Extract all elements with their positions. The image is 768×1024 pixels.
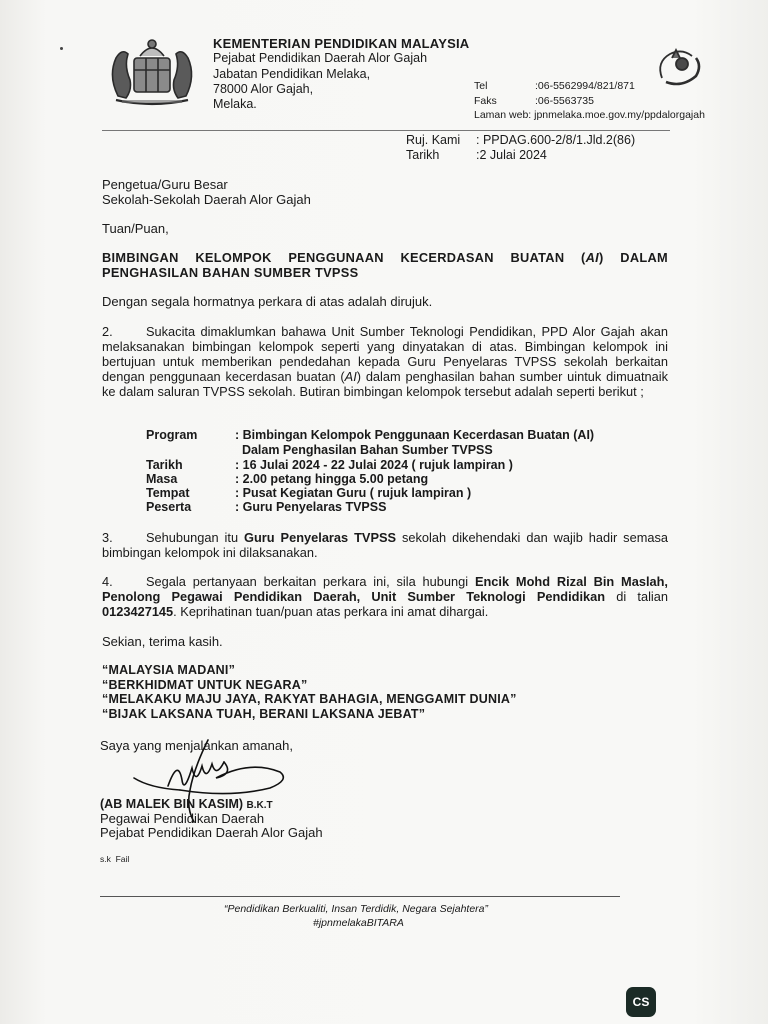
ref-label: Ruj. Kami <box>406 133 461 147</box>
detail-value-program: : Bimbingan Kelompok Penggunaan Kecerdasan Buatan (AI) <box>235 428 595 442</box>
signatory-office: Pejabat Pendidikan Daerah Alor Gajah <box>100 825 323 840</box>
signatory-name-line <box>100 797 273 811</box>
signatory-position: Pegawai Pendidikan Daerah <box>100 811 265 826</box>
detail-value-participants: : Guru Penyelaras TVPSS <box>235 500 387 514</box>
ppd-logo-icon <box>652 44 704 88</box>
postcode-city: 78000 Alor Gajah, <box>213 82 314 96</box>
scan-speck <box>60 47 63 50</box>
detail-label-time: Masa <box>146 472 178 486</box>
signoff: Saya yang menjalankan amanah, <box>100 738 293 753</box>
opening-sentence: Dengan segala hormatnya perkara di atas adalah dirujuk. <box>102 294 433 309</box>
department-name: Jabatan Pendidikan Melaka, <box>213 67 371 81</box>
fax-value: :06-5563735 <box>535 95 594 107</box>
detail-label-venue: Tempat <box>146 486 190 500</box>
footer-slogan: “Pendidikan Berkualiti, Insan Terdidik, Negara Sejahtera” <box>224 903 489 915</box>
footer-divider <box>100 896 620 897</box>
detail-value-time: : 2.00 petang hingga 5.00 petang <box>235 472 429 486</box>
detail-value-program-cont: Dalam Penghasilan Bahan Sumber TVPSS <box>235 443 493 457</box>
detail-value-venue: : Pusat Kegiatan Guru ( rujuk lampiran ) <box>235 486 472 500</box>
recipient-line-2: Sekolah-Sekolah Daerah Alor Gajah <box>102 192 311 207</box>
fax-label: Faks <box>474 95 497 107</box>
footer-hashtag: #jpnmelakaBITARA <box>313 917 404 929</box>
carbon-copy: s.k Fail <box>100 854 130 864</box>
detail-label-date: Tarikh <box>146 458 183 472</box>
letter-title: BIMBINGAN KELOMPOK PENGGUNAAN KECERDASAN BUATAN (AI) DALAM PENGHASILAN BAHAN SUMBER TVPSS <box>102 250 668 280</box>
state-name: Melaka. <box>213 97 257 111</box>
coat-of-arms-icon <box>98 36 206 108</box>
tel-value: :06-5562994/821/871 <box>535 80 635 92</box>
ministry-name: KEMENTERIAN PENDIDIKAN MALAYSIA <box>213 36 470 51</box>
tel-label: Tel <box>474 80 488 92</box>
salutation: Tuan/Puan, <box>102 221 169 236</box>
motto-2: “BERKHIDMAT UNTUK NEGARA” <box>102 678 308 692</box>
detail-label-participants: Peserta <box>146 500 192 514</box>
crest-motto-ribbon <box>122 100 182 103</box>
letter-date: :2 Julai 2024 <box>476 148 547 162</box>
signatory-name: (AB MALEK BIN KASIM) <box>100 797 244 811</box>
paragraph-4: 4. Segala pertanyaan berkaitan perkara ini, sila hubungi Encik Mohd Rizal Bin Maslah, Penolong Pegawai Pendidikan Daerah, Unit Sumber Teknologi Pendidikan di talian 0123427145. Keprihatinan tuan/puan atas perkara ini amat dihargai. <box>102 574 668 619</box>
detail-label-program: Program <box>146 428 198 442</box>
detail-value-date: : 16 Julai 2024 - 22 Julai 2024 ( rujuk lampiran ) <box>235 458 513 472</box>
office-name: Pejabat Pendidikan Daerah Alor Gajah <box>213 51 428 65</box>
camscanner-badge[interactable]: CS <box>626 987 656 1017</box>
paragraph-3: 3. Sehubungan itu Guru Penyelaras TVPSS sekolah dikehendaki dan wajib hadir semasa bimbingan kelompok ini dilaksanakan. <box>102 530 668 560</box>
closing: Sekian, terima kasih. <box>102 634 223 649</box>
header-divider <box>102 130 670 131</box>
ref-number: : PPDAG.600-2/8/1.Jld.2(86) <box>476 133 636 147</box>
motto-1: “MALAYSIA MADANI” <box>102 663 236 677</box>
motto-4: “BIJAK LAKSANA TUAH, BERANI LAKSANA JEBAT” <box>102 707 426 721</box>
paragraph-2: 2. Sukacita dimaklumkan bahawa Unit Sumber Teknologi Pendidikan, PPD Alor Gajah akan melaksanakan bimbingan kelompok seperti yang dinyatakan di atas. Bimbingan kelompok ini bertujuan untuk memberikan pendedahan kepada Guru Penyelaras TVPSS sekolah berkaitan dengan penggunaan kecerdasan buatan (AI) dalam penghasilan bahan sumber uintuk dimuatnaik ke dalam saluran TVPSS sekolah. Butiran bimbingan kelompok tersebut adalah seperti berikut ; <box>102 324 668 399</box>
website: Laman web: jpnmelaka.moe.gov.my/ppdalorgajah <box>474 109 705 121</box>
date-label: Tarikh <box>406 148 440 162</box>
signatory-honor: B.K.T <box>246 800 273 811</box>
recipient-line-1: Pengetua/Guru Besar <box>102 177 228 192</box>
motto-3: “MELAKAKU MAJU JAYA, RAKYAT BAHAGIA, MENGGAMIT DUNIA” <box>102 692 517 706</box>
